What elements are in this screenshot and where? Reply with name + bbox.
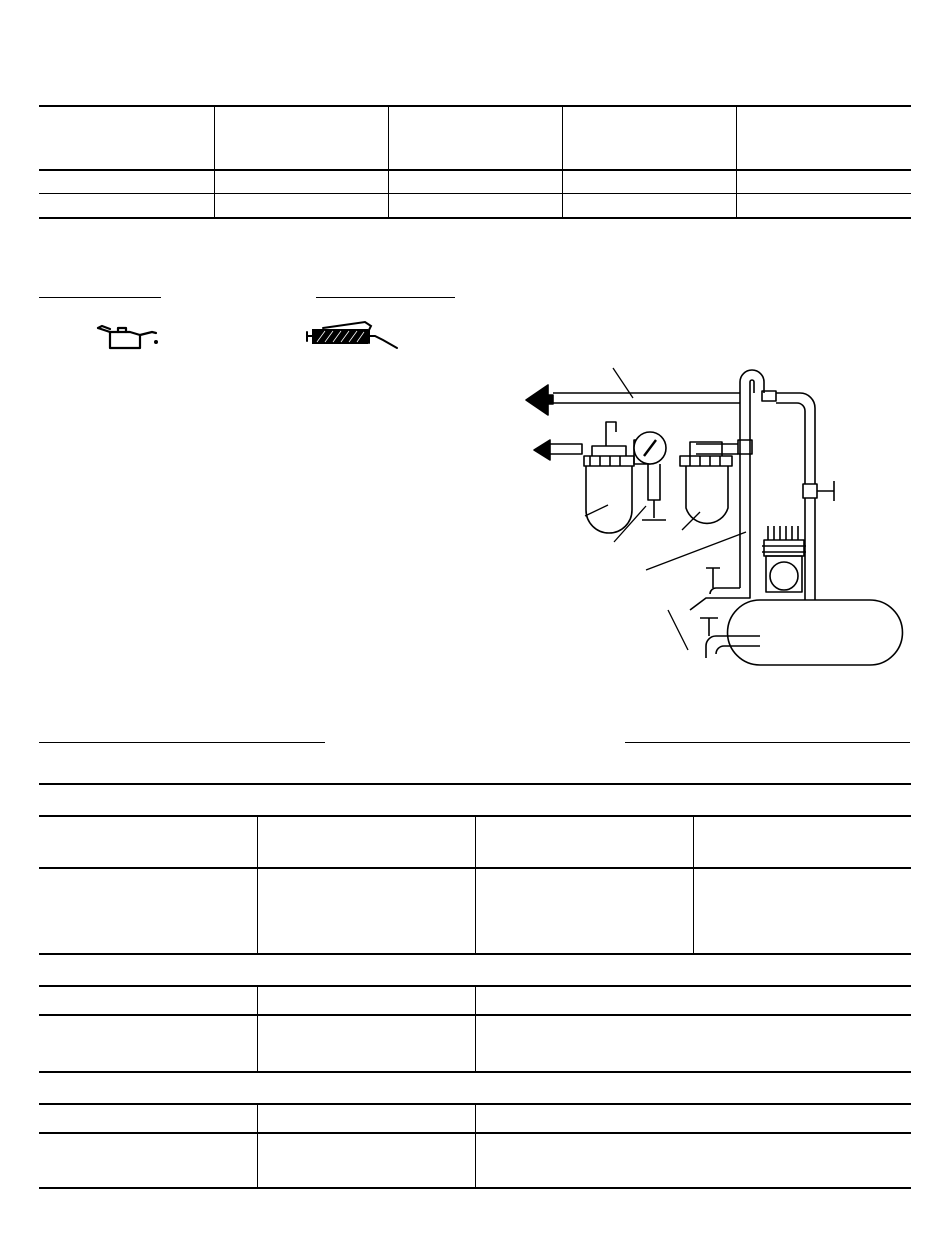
spec-header-cell <box>562 106 736 169</box>
air-system-diagram <box>520 360 910 675</box>
spec-cell <box>213 193 387 217</box>
spec-cell <box>39 169 213 193</box>
grease-heading-underline <box>316 297 455 298</box>
maintenance-right-heading-underline <box>625 742 910 743</box>
spec-header-cell <box>213 106 387 169</box>
spec-cell <box>562 193 736 217</box>
spec-cell <box>737 193 911 217</box>
spec-cell <box>39 193 213 217</box>
maintenance-left-heading-underline <box>39 742 325 743</box>
callout-leader <box>614 506 646 542</box>
spec-header-cell <box>388 106 562 169</box>
callout-leader <box>585 505 608 516</box>
oil-heading-underline <box>39 297 161 298</box>
spec-cell <box>388 169 562 193</box>
air-outlet-arrow-upper <box>526 385 548 415</box>
oil-can-icon <box>94 320 164 354</box>
callout-leader <box>668 610 688 650</box>
spec-cell <box>388 193 562 217</box>
table-row <box>39 193 911 217</box>
spec-header-cell <box>737 106 911 169</box>
table-row <box>39 169 911 193</box>
spec-header-cell <box>39 106 213 169</box>
spec-cell <box>213 169 387 193</box>
spec-cell <box>562 169 736 193</box>
spec-cell <box>737 169 911 193</box>
air-outlet-arrow-lower <box>534 440 550 460</box>
grease-gun-icon <box>303 318 403 354</box>
callout-leader <box>646 532 746 570</box>
